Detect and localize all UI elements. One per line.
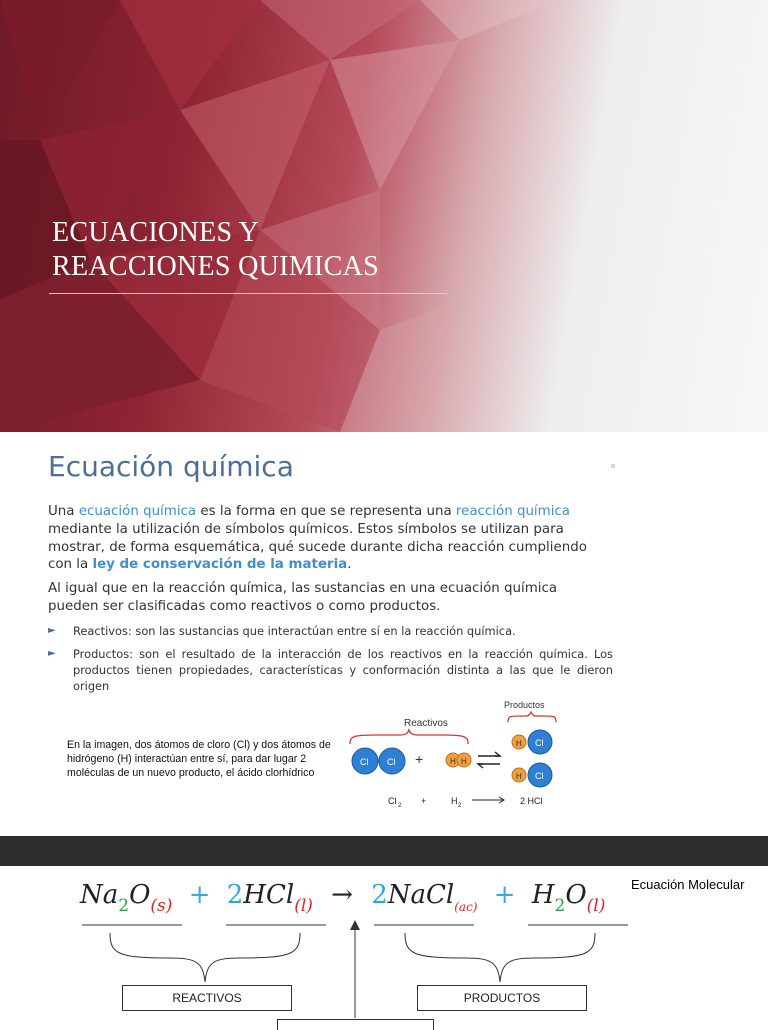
bullet-text: son las sustancias que interactúan entre sí en la reacción química. xyxy=(131,624,516,638)
formula-o2: O xyxy=(565,880,587,910)
bullet-label: Reactivos: xyxy=(73,624,132,638)
state-liquid: (l) xyxy=(586,896,606,916)
cl-atom-label: Cl xyxy=(360,757,369,767)
reactivos-bracket xyxy=(350,730,468,744)
coefficient-hcl: 2 xyxy=(226,880,244,910)
slide-separator xyxy=(0,836,768,866)
reactivos-brace xyxy=(110,933,300,982)
formula-arrow-icon xyxy=(472,797,504,803)
h-atom-label: H xyxy=(516,739,522,748)
h2-molecule xyxy=(446,753,471,767)
title-slide xyxy=(0,0,768,432)
cl-atom-label: Cl xyxy=(535,771,544,781)
productos-box: PRODUCTOS xyxy=(417,985,587,1011)
formula-h2: H xyxy=(451,796,458,806)
cl2-molecule xyxy=(352,748,405,774)
plus-sign: + xyxy=(188,880,211,910)
title-line-2: REACCIONES QUIMICAS xyxy=(52,251,379,282)
ecuacion-molecular-slide xyxy=(0,866,768,1024)
slide-title xyxy=(52,216,379,284)
reaction-arrow-icon: → xyxy=(331,880,353,910)
subscript-h: 2 xyxy=(554,896,566,916)
formula-cl2: Cl xyxy=(388,796,397,806)
formula-h: H xyxy=(531,880,555,910)
definition-paragraph xyxy=(48,503,608,574)
state-liquid: (l) xyxy=(294,896,313,916)
formula-h2-subscript: 2 xyxy=(458,803,462,809)
formula-plus: + xyxy=(421,796,427,806)
reaction-diagram xyxy=(340,698,580,814)
formula-product: 2 HCl xyxy=(520,796,543,806)
title-line-1: ECUACIONES Y xyxy=(52,217,260,248)
term-ley-conservacion: ley de conservación de la materia xyxy=(92,557,348,573)
term-ecuacion-quimica: ecuación química xyxy=(78,504,197,519)
term-reaccion-quimica: reacción química xyxy=(455,504,570,519)
reactivos-box: REACTIVOS xyxy=(122,985,292,1011)
formula-nacl: NaCl xyxy=(387,880,455,910)
productos-label: Productos xyxy=(504,700,545,710)
image-caption: En la imagen, dos átomos de cloro (Cl) y dos átomos de hidrógeno (H) interactúan entre sí, para dar lugar 2 moléculas de un nuevo producto, el ácido clorhídrico xyxy=(67,739,331,779)
partial-box xyxy=(277,1019,434,1030)
pointer-arrowhead-icon xyxy=(350,920,360,930)
bullet-arrow-icon: ► xyxy=(48,625,56,636)
bullet-arrow-icon: ► xyxy=(48,648,56,659)
hcl-molecule xyxy=(512,763,552,787)
state-solid: (s) xyxy=(150,896,173,916)
plus-sign: + xyxy=(415,751,424,767)
slide-heading: Ecuación química xyxy=(48,450,294,483)
h-atom-label: H xyxy=(516,772,522,781)
ecuacion-quimica-slide xyxy=(0,432,768,836)
productos-brace xyxy=(405,933,595,982)
formula-na: Na xyxy=(80,880,119,910)
bullet-text: son el resultado de la interacción de los reactivos en la reacción química. Los productos tienen propiedades, características y conformación distinta a las que le dieron origen xyxy=(73,647,613,693)
text-run: es la forma en que se representa una xyxy=(196,504,456,519)
equilibrium-arrows-icon xyxy=(478,752,500,768)
cl-atom-label: Cl xyxy=(535,738,544,748)
formula-cl2-subscript: 2 xyxy=(398,803,402,809)
formula-o: O xyxy=(129,880,151,910)
text-run: Una xyxy=(48,504,79,519)
productos-bracket xyxy=(508,712,556,722)
h-atom-label: H xyxy=(450,757,456,766)
plus-sign: + xyxy=(493,880,516,910)
equation-type-label: Ecuación Molecular xyxy=(631,877,745,892)
cl-atom-label: Cl xyxy=(387,757,396,767)
title-underline xyxy=(49,293,447,294)
subscript-na: 2 xyxy=(118,896,130,916)
equation-annotations xyxy=(0,866,768,1024)
coefficient-nacl: 2 xyxy=(371,880,388,910)
bullet-label: Productos: xyxy=(73,647,133,661)
text-run: mediante la utilización de símbolos químicos. Estos símbolos se utilizan para mostrar, de forma esquemática, qué sucede durante dicha reacción cumpliendo con la xyxy=(48,521,587,573)
decorative-dot xyxy=(611,464,615,468)
hcl-molecule xyxy=(512,730,552,754)
h-atom-label: H xyxy=(461,757,467,766)
classification-paragraph: Al igual que en la reacción química, las sustancias en una ecuación química pueden ser clasificadas como reactivos o como productos. xyxy=(48,581,558,614)
formula-hcl: HCl xyxy=(243,880,295,910)
reactivos-label: Reactivos xyxy=(404,718,448,729)
state-aqueous: (ac) xyxy=(454,900,478,914)
text-run: . xyxy=(347,557,352,573)
